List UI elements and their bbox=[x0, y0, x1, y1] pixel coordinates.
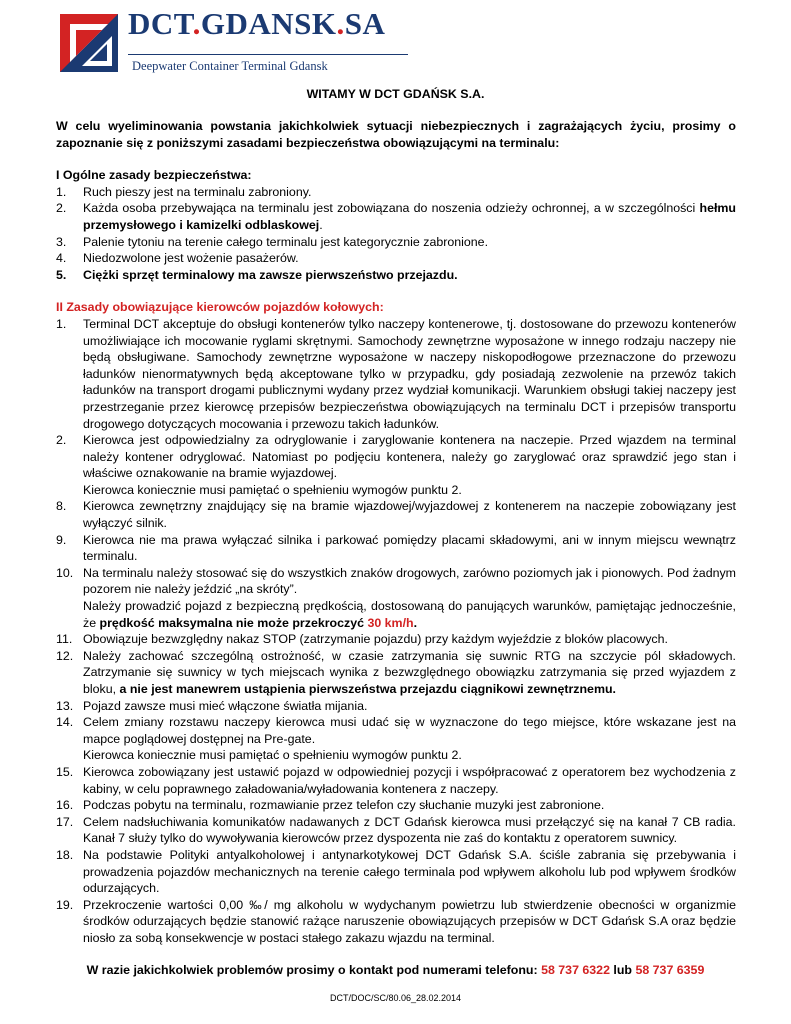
list-item: 9. Kierowca nie ma prawa wyłączać silnika i parkować pomiędzy placami składowymi, ani w innym miejscu wewnątrz terminalu. bbox=[56, 532, 736, 564]
speed-limit: 30 km/h bbox=[367, 615, 414, 630]
list-item: 4. Niedozwolone jest wożenie pasażerów. bbox=[56, 251, 299, 266]
section-2-list bbox=[56, 316, 736, 947]
logo-divider bbox=[128, 54, 408, 55]
section-1-heading: I Ogólne zasady bezpieczeństwa: bbox=[56, 168, 252, 183]
list-item: 10. Na terminalu należy stosować się do wszystkich znaków drogowych, zarówno poziomych jak i pionowych. Pod żadnym pozorem nie należy jeździć „na skróty”. Należy prowadzić pojazd z bezpieczną prędkością, dostosowaną do panujących warunków, pamiętając jednocześnie, że prędkość maksymalna nie może przekroczyć 30 km/h. bbox=[56, 565, 736, 630]
list-item: 3. Palenie tytoniu na terenie całego terminalu jest kategorycznie zabronione. bbox=[56, 234, 489, 249]
page-title: WITAMY W DCT GDAŃSK S.A. bbox=[306, 87, 485, 101]
intro-paragraph: W celu wyeliminowania powstania jakichkolwiek sytuacji niebezpiecznych i zagrażających życiu, prosimy o zapoznanie się z poniższymi zasadami bezpieczeństwa obowiązującymi na terminalu: bbox=[56, 119, 736, 150]
list-item: 15. Kierowca zobowiązany jest ustawić pojazd w odpowiedniej pozycji i współpracować z operatorem bez wychodzenia z kabiny, w celu poprawnego załadowania/wyładowania kontenera z naczepy. bbox=[56, 764, 736, 796]
section-1-list bbox=[56, 184, 736, 284]
contact-footer: W razie jakichkolwiek problemów prosimy o kontakt pod numerami telefonu: 58 737 6322 lub 58 737 6359 bbox=[86, 963, 705, 977]
list-item: 1. Terminal DCT akceptuje do obsługi kontenerów tylko naczepy kontenerowe, tj. dostosowane do przewozu kontenerów umożliwiające ich mocowanie ryglami skrętnymi. Samochody zewnętrzne wyposażone w innego rodzaju naczepy nie będą obsługiwane. Samochody zewnętrzne wyposażone w naczepy niskopodłogowe przeznaczone do przewozu ładunków nienormatywnych będą akceptowane tylko w przypadku, gdy posiadają zezwolenie na przewóz takich ładunków na transport drogami publicznymi wydany przez wydział komunikacji. Warunkiem obsługi takiej naczepy jest przestrzeganie przez kierowcę przepisów bezpieczeństwa obowiązujących na terminalu DCT i przepisów transportu drogowego dotyczących mocowania i przewozu takich ładunków. bbox=[56, 316, 736, 431]
phone-number-1[interactable]: 58 737 6322 bbox=[541, 963, 610, 977]
list-item: 18. Na podstawie Polityki antyalkoholowej i antynarkotykowej DCT Gdańsk S.A. ściśle zabrania się przebywania i prowadzenia pojazdów mechanicznych na terenie całego terminala pod wpływem alkoholu lub pod wpływem środków odurzających. bbox=[56, 847, 736, 896]
list-item: 17. Celem nadsłuchiwania komunikatów nadawanych z DCT Gdańsk kierowca musi przełączyć się na kanał 7 CB radia. Kanał 7 służy tylko do wywoływania kierowców przez dyspozenta nie zaś do kontaktu z operatorem suwnicy. bbox=[56, 814, 736, 846]
list-item: 14. Celem zmiany rozstawu naczepy kierowca musi udać się w wyznaczone do tego miejsce, które wskazane jest na mapce poglądowej dostępnej na Pre-gate. Kierowca koniecznie musi pamiętać o spełnieniu wymogów punktu 2. bbox=[56, 715, 736, 763]
logo-emblem-icon bbox=[60, 14, 118, 72]
list-item: 1. Ruch pieszy jest na terminalu zabroniony. bbox=[56, 184, 312, 199]
logo-tagline: Deepwater Container Terminal Gdansk bbox=[132, 59, 328, 73]
document-body bbox=[56, 118, 736, 963]
list-item: 5. Ciężki sprzęt terminalowy ma zawsze pierwszeństwo przejazdu. bbox=[56, 267, 458, 282]
logo-wordmark: DCT.GDANSK.SA bbox=[128, 6, 386, 41]
list-item: 11. Obowiązuje bezwzględny nakaz STOP (zatrzymanie pojazdu) przy każdym wyjeździe z bloków placowych. bbox=[56, 632, 668, 647]
list-item: 16. Podczas pobytu na terminalu, rozmawianie przez telefon czy słuchanie muzyki jest zabronione. bbox=[56, 798, 605, 813]
document-reference: DCT/DOC/SC/80.06_28.02.2014 bbox=[329, 993, 462, 1003]
list-item: 12. Należy zachować szczególną ostrożność, w czasie zatrzymania się suwnic RTG na szczycie pól składowych. Zatrzymanie się suwnicy w tych miejscach wynika z bezwzględnego obowiązku zatrzymania się przed wyjazdem z bloku, a nie jest manewrem ustąpienia pierwszeństwa przejazdu ciągnikowi zewnętrznemu. bbox=[56, 648, 736, 696]
phone-number-2[interactable]: 58 737 6359 bbox=[635, 963, 705, 977]
list-item: 2. Kierowca jest odpowiedzialny za odryglowanie i zaryglowanie kontenera na naczepie. Przed wjazdem na terminal należy kontener odryglować. Natomiast po podjęciu kontenera, należy go zaryglować oraz sprawdzić jego stan i właściwe oznakowanie na bramie wyjazdowej. Kierowca koniecznie musi pamiętać o spełnieniu wymogów punktu 2. bbox=[56, 433, 736, 497]
company-logo bbox=[60, 6, 386, 74]
list-item: 8. Kierowca zewnętrzny znajdujący się na bramie wjazdowej/wyjazdowej z kontenerem na naczepie zobowiązany jest wyłączyć silnik. bbox=[56, 499, 736, 531]
list-item: 13. Pojazd zawsze musi mieć włączone światła mijania. bbox=[56, 698, 368, 713]
section-2-heading: II Zasady obowiązujące kierowców pojazdów kołowych: bbox=[56, 300, 384, 315]
list-item: 2. Każda osoba przebywająca na terminalu jest zobowiązana do noszenia odzieży ochronnej, a w szczególności hełmu przemysłowego i kamizelki odblaskowej. bbox=[56, 201, 736, 232]
list-item: 19. Przekroczenie wartości 0,00 ‰/ mg alkoholu w wydychanym powietrzu lub stwierdzenie obecności w organizmie środków odurzających będzie stanowić rażące naruszenie obowiązujących przepisów w DCT Gdańsk S.A oraz będzie niosło za sobą konsekwencje w postaci stałego zakazu wjazdu na terminal. bbox=[56, 897, 736, 945]
